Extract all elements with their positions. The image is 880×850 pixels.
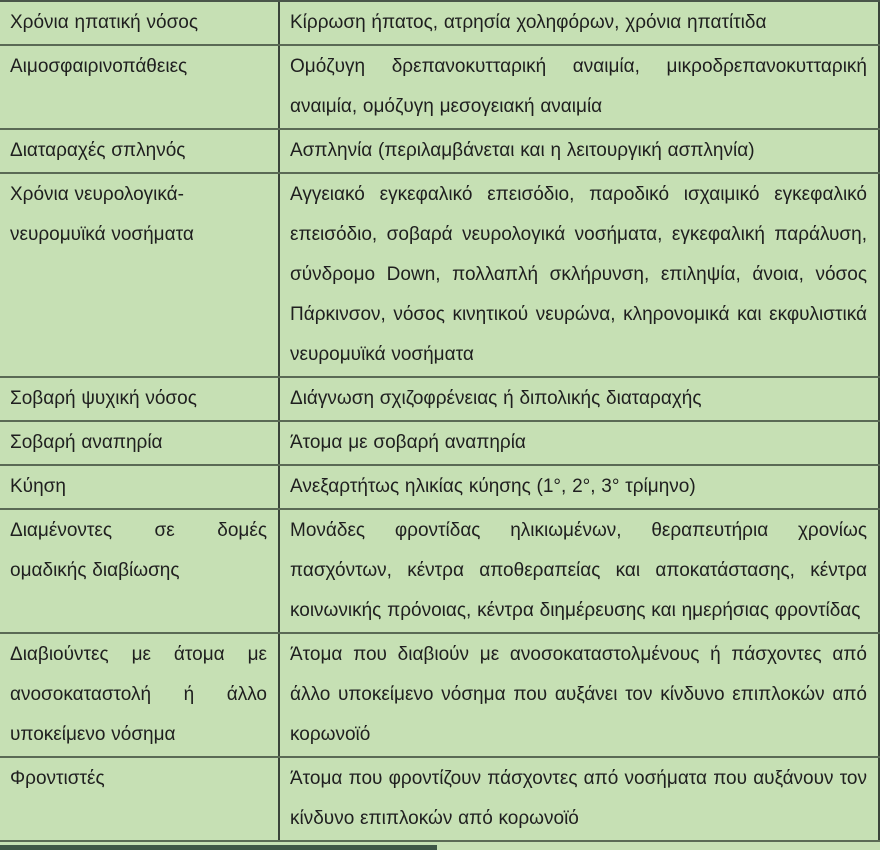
table-row	[0, 634, 880, 758]
table-row	[0, 130, 880, 174]
condition-cell: Σοβαρή αναπηρία	[0, 422, 280, 464]
condition-cell: Διαβιούντες με άτομα με ανοσοκαταστολή ή άλλο υποκείμενο νόσημα	[0, 634, 280, 756]
condition-cell: Σοβαρή ψυχική νόσος	[0, 378, 280, 420]
table-row	[0, 758, 880, 842]
table-row	[0, 378, 880, 422]
description-cell: Ασπληνία (περιλαμβάνεται και η λειτουργική ασπληνία)	[280, 130, 880, 172]
next-row-top-border	[0, 845, 437, 850]
condition-cell: Αιμοσφαιρινοπάθειες	[0, 46, 280, 128]
description-cell: Ανεξαρτήτως ηλικίας κύησης (1°, 2°, 3° τρίμηνο)	[280, 466, 880, 508]
description-cell: Άτομα που διαβιούν με ανοσοκαταστολμένους ή πάσχοντες από άλλο υποκείμενο νόσημα που αυξάνει τον κίνδυνο επιπλοκών από κορωνοϊό	[280, 634, 880, 756]
condition-cell: Διαταραχές σπληνός	[0, 130, 280, 172]
description-cell: Αγγειακό εγκεφαλικό επεισόδιο, παροδικό ισχαιμικό εγκεφαλικό επεισόδιο, σοβαρά νευρολογικά νοσήματα, εγκεφαλική παράλυση, σύνδρομο Down, πολλαπλή σκλήρυνση, επιληψία, άνοια, νόσος Πάρκινσον, νόσος κινητικού νευρώνα, κληρονομικά και εκφυλιστικά νευρομυϊκά νοσήματα	[280, 174, 880, 376]
table-row	[0, 422, 880, 466]
description-cell: Κίρρωση ήπατος, ατρησία χοληφόρων, χρόνια ηπατίτιδα	[280, 2, 880, 44]
description-cell: Άτομα που φροντίζουν πάσχοντες από νοσήματα που αυξάνουν τον κίνδυνο επιπλοκών από κορωνοϊό	[280, 758, 880, 840]
table-row	[0, 174, 880, 378]
condition-cell: Φροντιστές	[0, 758, 280, 840]
condition-cell: Διαμένοντες σε δομές ομαδικής διαβίωσης	[0, 510, 280, 632]
description-cell: Διάγνωση σχιζοφρένειας ή διπολικής διαταραχής	[280, 378, 880, 420]
table-row	[0, 466, 880, 510]
condition-cell: Χρόνια ηπατική νόσος	[0, 2, 280, 44]
condition-cell: Κύηση	[0, 466, 280, 508]
description-cell: Μονάδες φροντίδας ηλικιωμένων, θεραπευτήρια χρονίως πασχόντων, κέντρα αποθεραπείας και αποκατάστασης, κέντρα κοινωνικής πρόνοιας, κέντρα διημέρευσης και ημερήσιας φροντίδας	[280, 510, 880, 632]
table-row	[0, 510, 880, 634]
condition-cell: Χρόνια νευρολογικά-νευρομυϊκά νοσήματα	[0, 174, 280, 376]
table-row	[0, 2, 880, 46]
table-row	[0, 46, 880, 130]
description-cell: Άτομα με σοβαρή αναπηρία	[280, 422, 880, 464]
description-cell: Ομόζυγη δρεπανοκυτταρική αναιμία, μικροδρεπανοκυτταρική αναιμία, ομόζυγη μεσογειακή αναιμία	[280, 46, 880, 128]
